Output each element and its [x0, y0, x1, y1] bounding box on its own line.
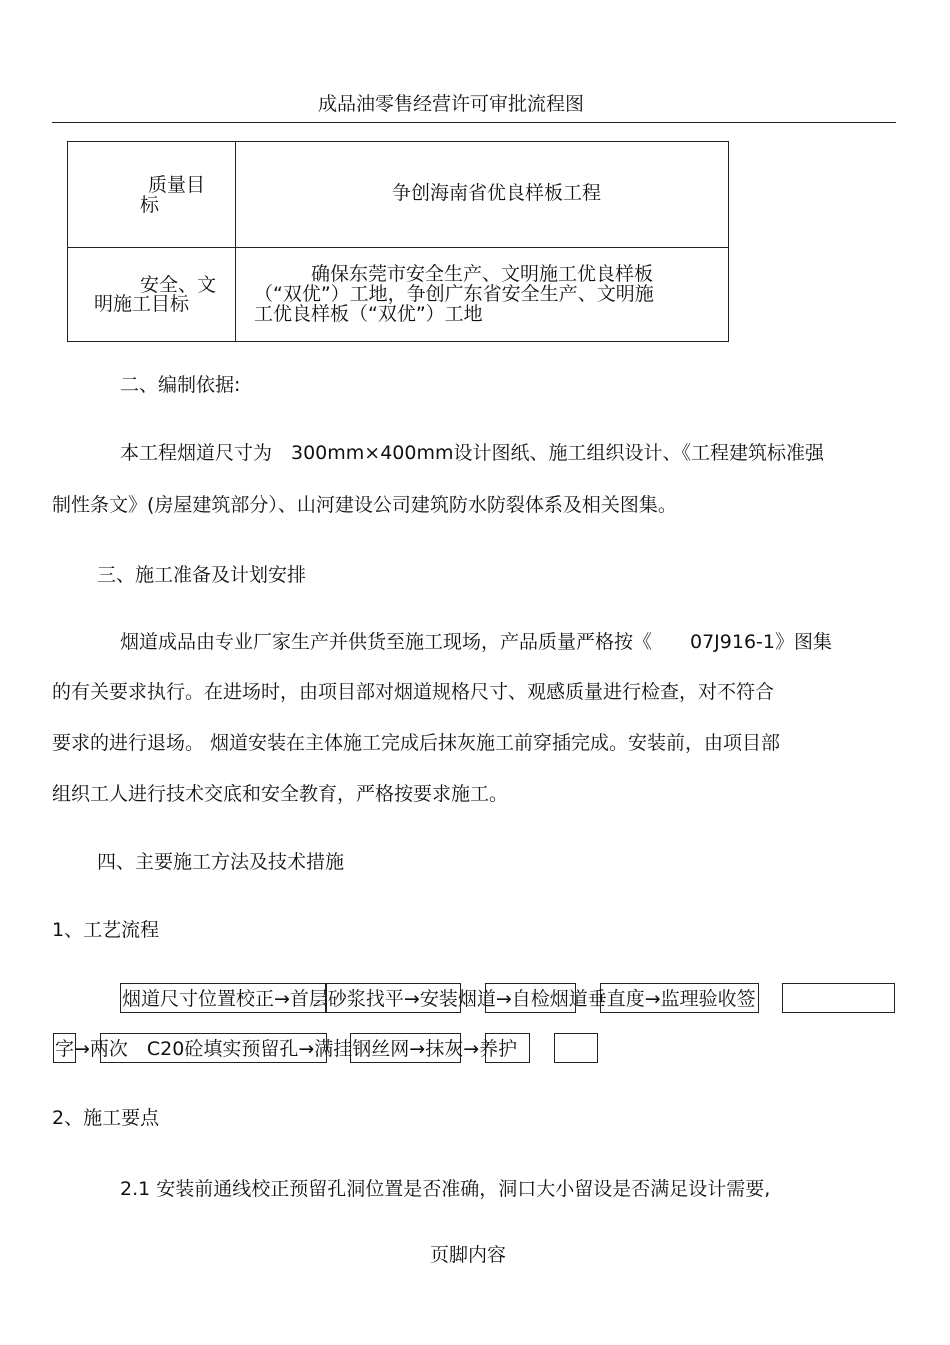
quality-value: 争创海南省优良样板工程	[392, 182, 602, 204]
quality-row	[68, 142, 729, 248]
key-points-heading: 2、施工要点	[52, 1107, 160, 1129]
quality-label-line2: 标	[140, 194, 160, 216]
safety-value-cell	[236, 248, 729, 342]
section3-line4: 组织工人进行技术交底和安全教育，严格按要求施工。	[52, 783, 509, 805]
process-flow-line2: 字→两次 C20砼填实预留孔→满挂钢丝网→抹灰→养护	[55, 1038, 518, 1060]
section2-heading: 二、编制依据:	[120, 374, 241, 396]
quality-label-line1: 质量目	[148, 174, 206, 196]
safety-value-line1: 确保东莞市安全生产、文明施工优良样板	[311, 263, 654, 285]
key-point-2-1: 2.1 安装前通线校正预留孔洞位置是否准确，洞口大小留设是否满足设计需要,	[120, 1178, 771, 1200]
safety-label-cell	[68, 248, 236, 342]
safety-value-line3: 工优良样板（“双优”）工地	[254, 303, 483, 325]
safety-label-line1: 安全、文	[140, 274, 217, 296]
section2-line1: 本工程烟道尺寸为 300mm×400mm设计图纸、施工组织设计、《工程建筑标准强	[120, 442, 824, 464]
section3-line1: 烟道成品由专业厂家生产并供货至施工现场，产品质量严格按《 07J916-1》图集	[120, 631, 832, 653]
page-footer: 页脚内容	[430, 1244, 507, 1266]
process-flow-heading: 1、工艺流程	[52, 919, 160, 941]
section3-line2: 的有关要求执行。在进场时，由项目部对烟道规格尺寸、观感质量进行检查，对不符合	[52, 681, 775, 703]
header-rule	[52, 122, 896, 123]
page-title: 成品油零售经营许可审批流程图	[318, 93, 585, 115]
quality-label-cell	[68, 142, 236, 248]
quality-value-cell	[236, 142, 729, 248]
safety-value-line2: （“双优”）工地，争创广东省安全生产、文明施	[254, 283, 654, 305]
goals-table	[67, 141, 729, 342]
flow-box	[782, 983, 895, 1013]
section3-heading: 三、施工准备及计划安排	[97, 564, 307, 586]
safety-label-line2: 明施工目标	[94, 293, 190, 315]
section4-heading: 四、主要施工方法及技术措施	[97, 851, 345, 873]
safety-row	[68, 248, 729, 342]
process-flow-line1: 烟道尺寸位置校正→首层砂浆找平→安装烟道→自检烟道垂直度→监理验收签	[122, 988, 756, 1010]
section2-line2: 制性条文》(房屋建筑部分）、山河建设公司建筑防水防裂体系及相关图集。	[52, 494, 677, 516]
section3-line3: 要求的进行退场。 烟道安装在主体施工完成后抹灰施工前穿插完成。安装前，由项目部	[52, 732, 781, 754]
flow-box	[554, 1033, 598, 1063]
